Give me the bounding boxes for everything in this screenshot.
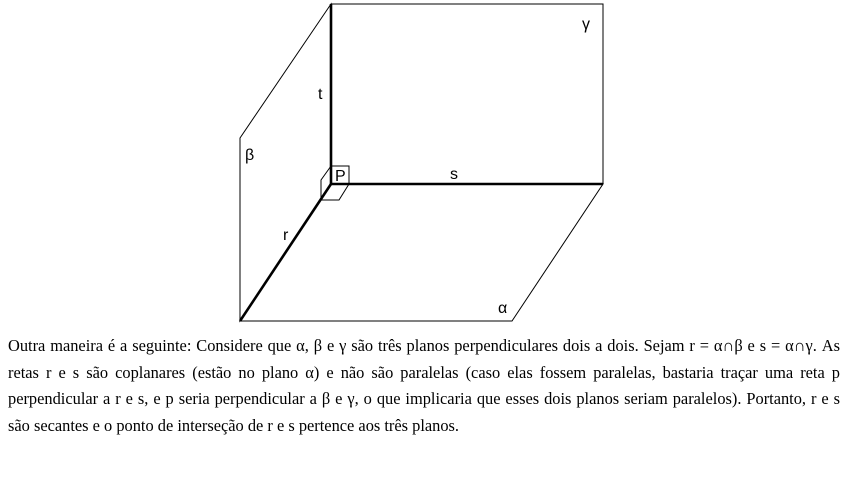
label-p: P: [335, 168, 346, 185]
label-s: s: [450, 166, 458, 183]
label-gamma: γ: [582, 16, 590, 33]
label-r: r: [283, 227, 289, 244]
explanation-paragraph: Outra maneira é a seguinte: Considere que α, β e γ são três planos perpendiculares dois a dois. Sejam r = α∩β e s = α∩γ. As retas r e s são coplanares (estão no plano α) e não são paralelas (caso elas fossem paralelas, bastaria traçar uma reta p perpendicular a r e s, e p seria perpendicular a β e γ, o que implicaria que esses dois planos seriam paralelos). Portanto, r e s são secantes e o ponto de interseção de r e s pertence aos três planos.: [8, 336, 840, 435]
label-t: t: [318, 86, 323, 103]
plane-gamma: [331, 4, 603, 184]
label-beta: β: [245, 147, 255, 164]
explanation-text: [8, 333, 840, 439]
label-alpha: α: [498, 300, 508, 317]
line-r: [240, 184, 331, 321]
plane-alpha: [240, 184, 603, 321]
